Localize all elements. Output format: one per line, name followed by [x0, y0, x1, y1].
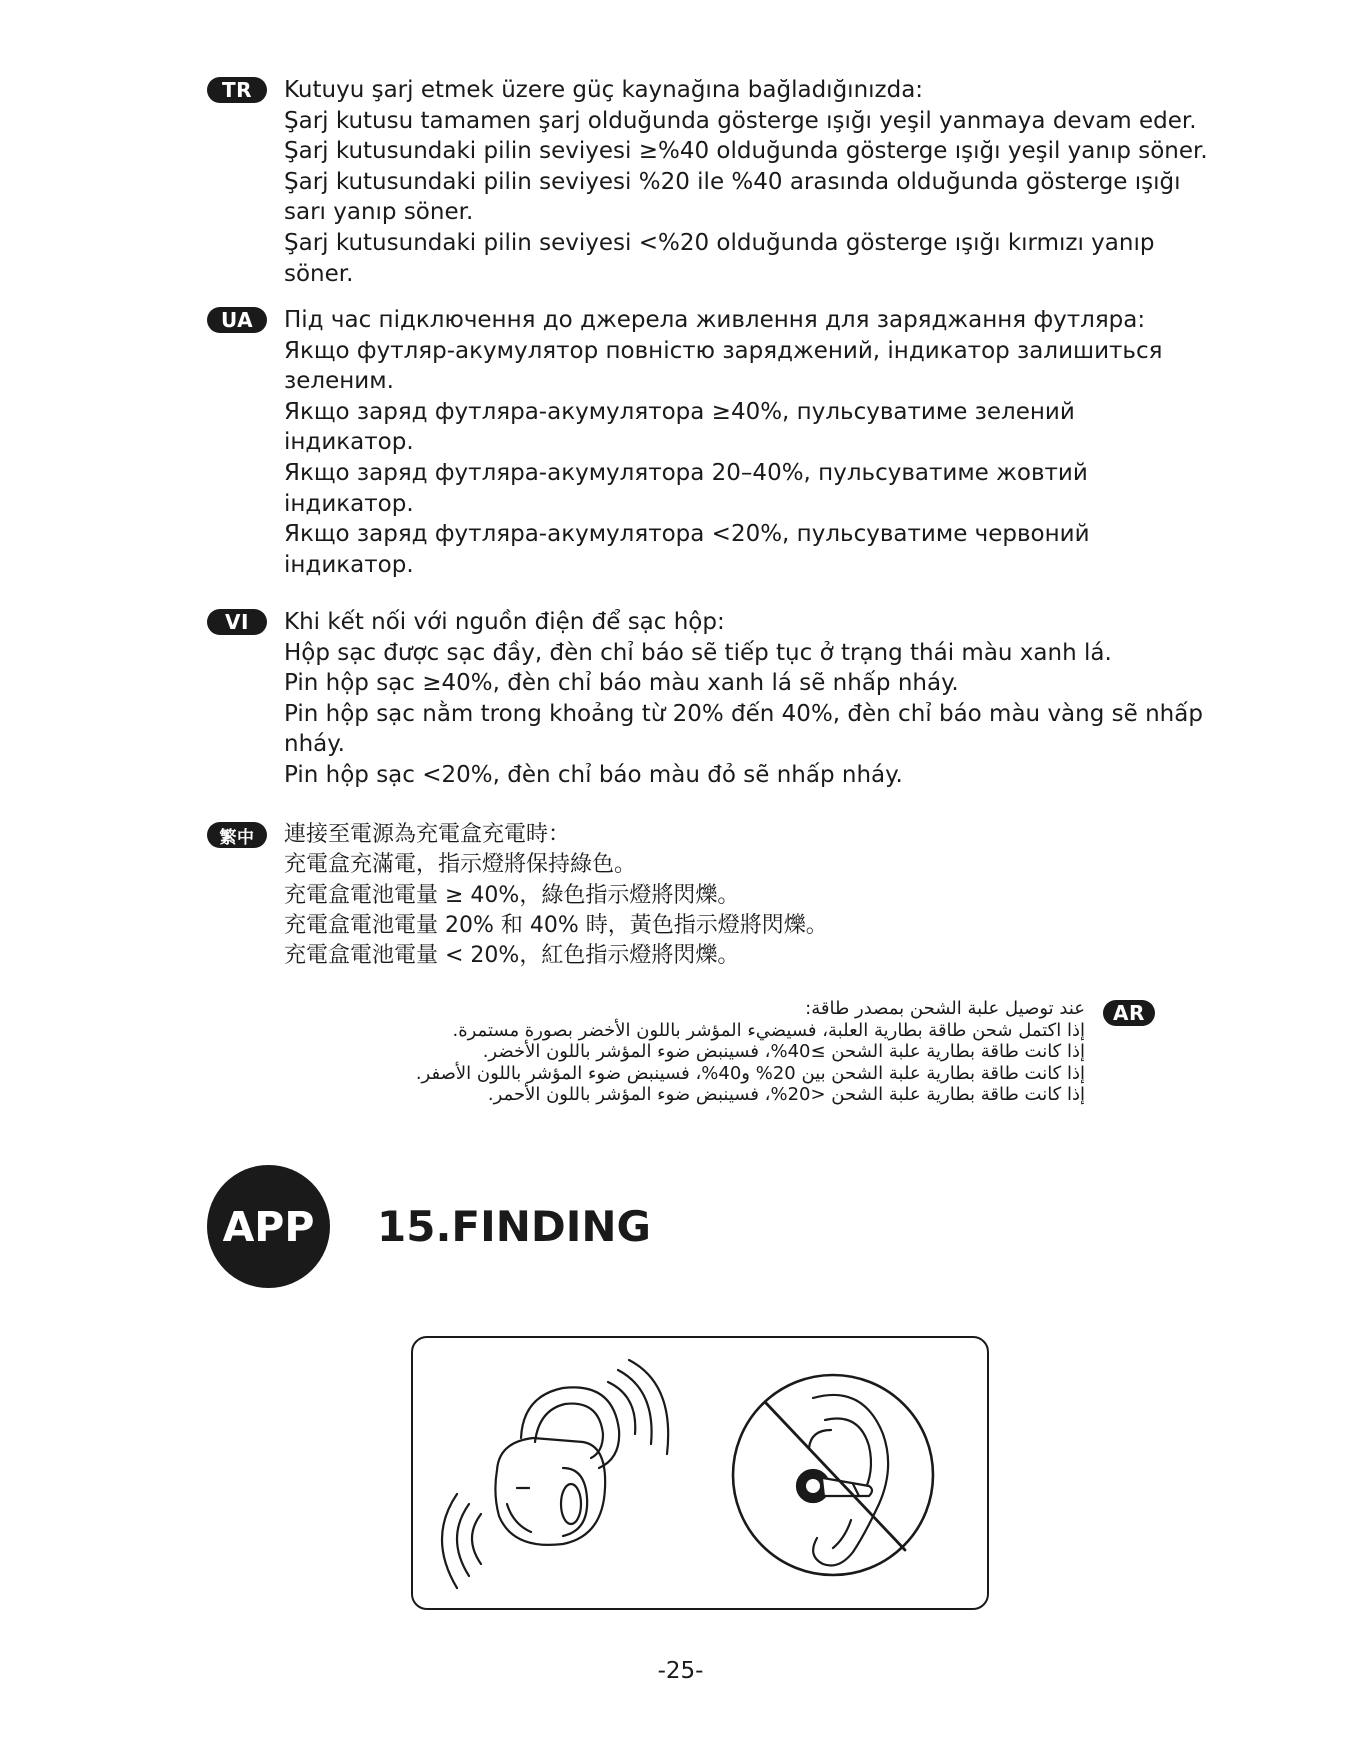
- text-line: Pin hộp sạc nằm trong khoảng từ 20% đến 40%, đèn chỉ báo màu vàng sẽ nhấp: [284, 700, 1203, 727]
- illustration-svg: [413, 1338, 987, 1608]
- text-line: sarı yanıp söner.: [284, 199, 474, 226]
- text-block-vi: [284, 607, 1203, 791]
- language-badge-tr: TR: [207, 77, 267, 103]
- text-line: індикатор.: [284, 429, 414, 456]
- text-block-ar: [365, 998, 1085, 1106]
- text-line: Şarj kutusundaki pilin seviyesi %20 ile %40 arasında olduğunda gösterge ışığı: [284, 168, 1181, 195]
- text-line: Під час підключення до джерела живлення для заряджання футляра:: [284, 307, 1146, 333]
- text-line: إذا كانت طاقة بطارية علبة الشحن <20%، فسينبض ضوء المؤشر باللون الأحمر.: [487, 1084, 1085, 1106]
- earbud-sound-icon: [442, 1360, 668, 1588]
- text-line: Якщо заряд футляра-акумулятора 20–40%, пульсуватиме жовтий: [284, 459, 1088, 486]
- text-line: 充電盒電池電量 < 20%，紅色指示燈將閃爍。: [284, 943, 740, 969]
- text-line: nháy.: [284, 731, 345, 758]
- no-earbud-in-ear-icon: [733, 1375, 933, 1575]
- text-line: 充電盒充滿電，指示燈將保持綠色。: [284, 852, 637, 878]
- text-line: Якщо футляр-акумулятор повністю заряджений, індикатор залишиться: [284, 337, 1163, 364]
- text-block-tr: [284, 75, 1208, 289]
- text-line: Якщо заряд футляра-акумулятора <20%, пульсуватиме червоний: [284, 521, 1090, 548]
- text-line: إذا اكتمل شحن طاقة بطارية العلبة، فسيضيء المؤشر باللون الأخضر بصورة مستمرة.: [452, 1019, 1085, 1041]
- text-line: індикатор.: [284, 551, 414, 578]
- finding-illustration: [411, 1336, 989, 1610]
- text-line: 連接至電源為充電盒充電時：: [284, 822, 571, 847]
- text-line: Якщо заряд футляра-акумулятора ≥40%, пульсуватиме зелений: [284, 398, 1075, 425]
- text-line: Khi kết nối với nguồn điện để sạc hộp:: [284, 609, 725, 635]
- text-block-ua: [284, 305, 1184, 580]
- section-heading: 15.FINDING: [377, 1202, 651, 1251]
- text-line: Hộp sạc được sạc đầy, đèn chỉ báo sẽ tiếp tục ở trạng thái màu xanh lá.: [284, 639, 1112, 666]
- text-block-zh: [284, 820, 1184, 971]
- text-line: Pin hộp sạc ≥40%, đèn chỉ báo màu xanh lá sẽ nhấp nháy.: [284, 670, 959, 697]
- text-line: عند توصيل علبة الشحن بمصدر طاقة:: [805, 998, 1085, 1019]
- page-number: -25-: [657, 1658, 704, 1684]
- text-line: إذا كانت طاقة بطارية علبة الشحن بين 20% و40%، فسينبض ضوء المؤشر باللون الأصفر.: [415, 1062, 1085, 1084]
- language-badge-ua: UA: [207, 307, 267, 333]
- language-badge-vi: VI: [207, 609, 267, 635]
- text-line: Şarj kutusu tamamen şarj olduğunda gösterge ışığı yeşil yanmaya devam eder.: [284, 107, 1197, 134]
- text-line: зеленим.: [284, 368, 394, 395]
- language-badge-zh: 繁中: [207, 822, 267, 848]
- text-line: 充電盒電池電量 20% 和 40% 時，黃色指示燈將閃爍。: [284, 912, 828, 938]
- text-line: إذا كانت طاقة بطارية علبة الشحن ≥40%، فسينبض ضوء المؤشر باللون الأخضر.: [482, 1041, 1085, 1063]
- app-badge: APP: [207, 1165, 330, 1288]
- text-line: Kutuyu şarj etmek üzere güç kaynağına bağladığınızda:: [284, 77, 924, 103]
- language-badge-ar: AR: [1103, 1000, 1155, 1026]
- text-line: 充電盒電池電量 ≥ 40%，綠色指示燈將閃爍。: [284, 882, 740, 908]
- text-line: Pin hộp sạc <20%, đèn chỉ báo màu đỏ sẽ nhấp nháy.: [284, 761, 903, 788]
- text-line: індикатор.: [284, 490, 414, 517]
- text-line: söner.: [284, 260, 354, 287]
- text-line: Şarj kutusundaki pilin seviyesi <%20 olduğunda gösterge ışığı kırmızı yanıp: [284, 229, 1155, 256]
- text-line: Şarj kutusundaki pilin seviyesi ≥%40 olduğunda gösterge ışığı yeşil yanıp söner.: [284, 138, 1208, 165]
